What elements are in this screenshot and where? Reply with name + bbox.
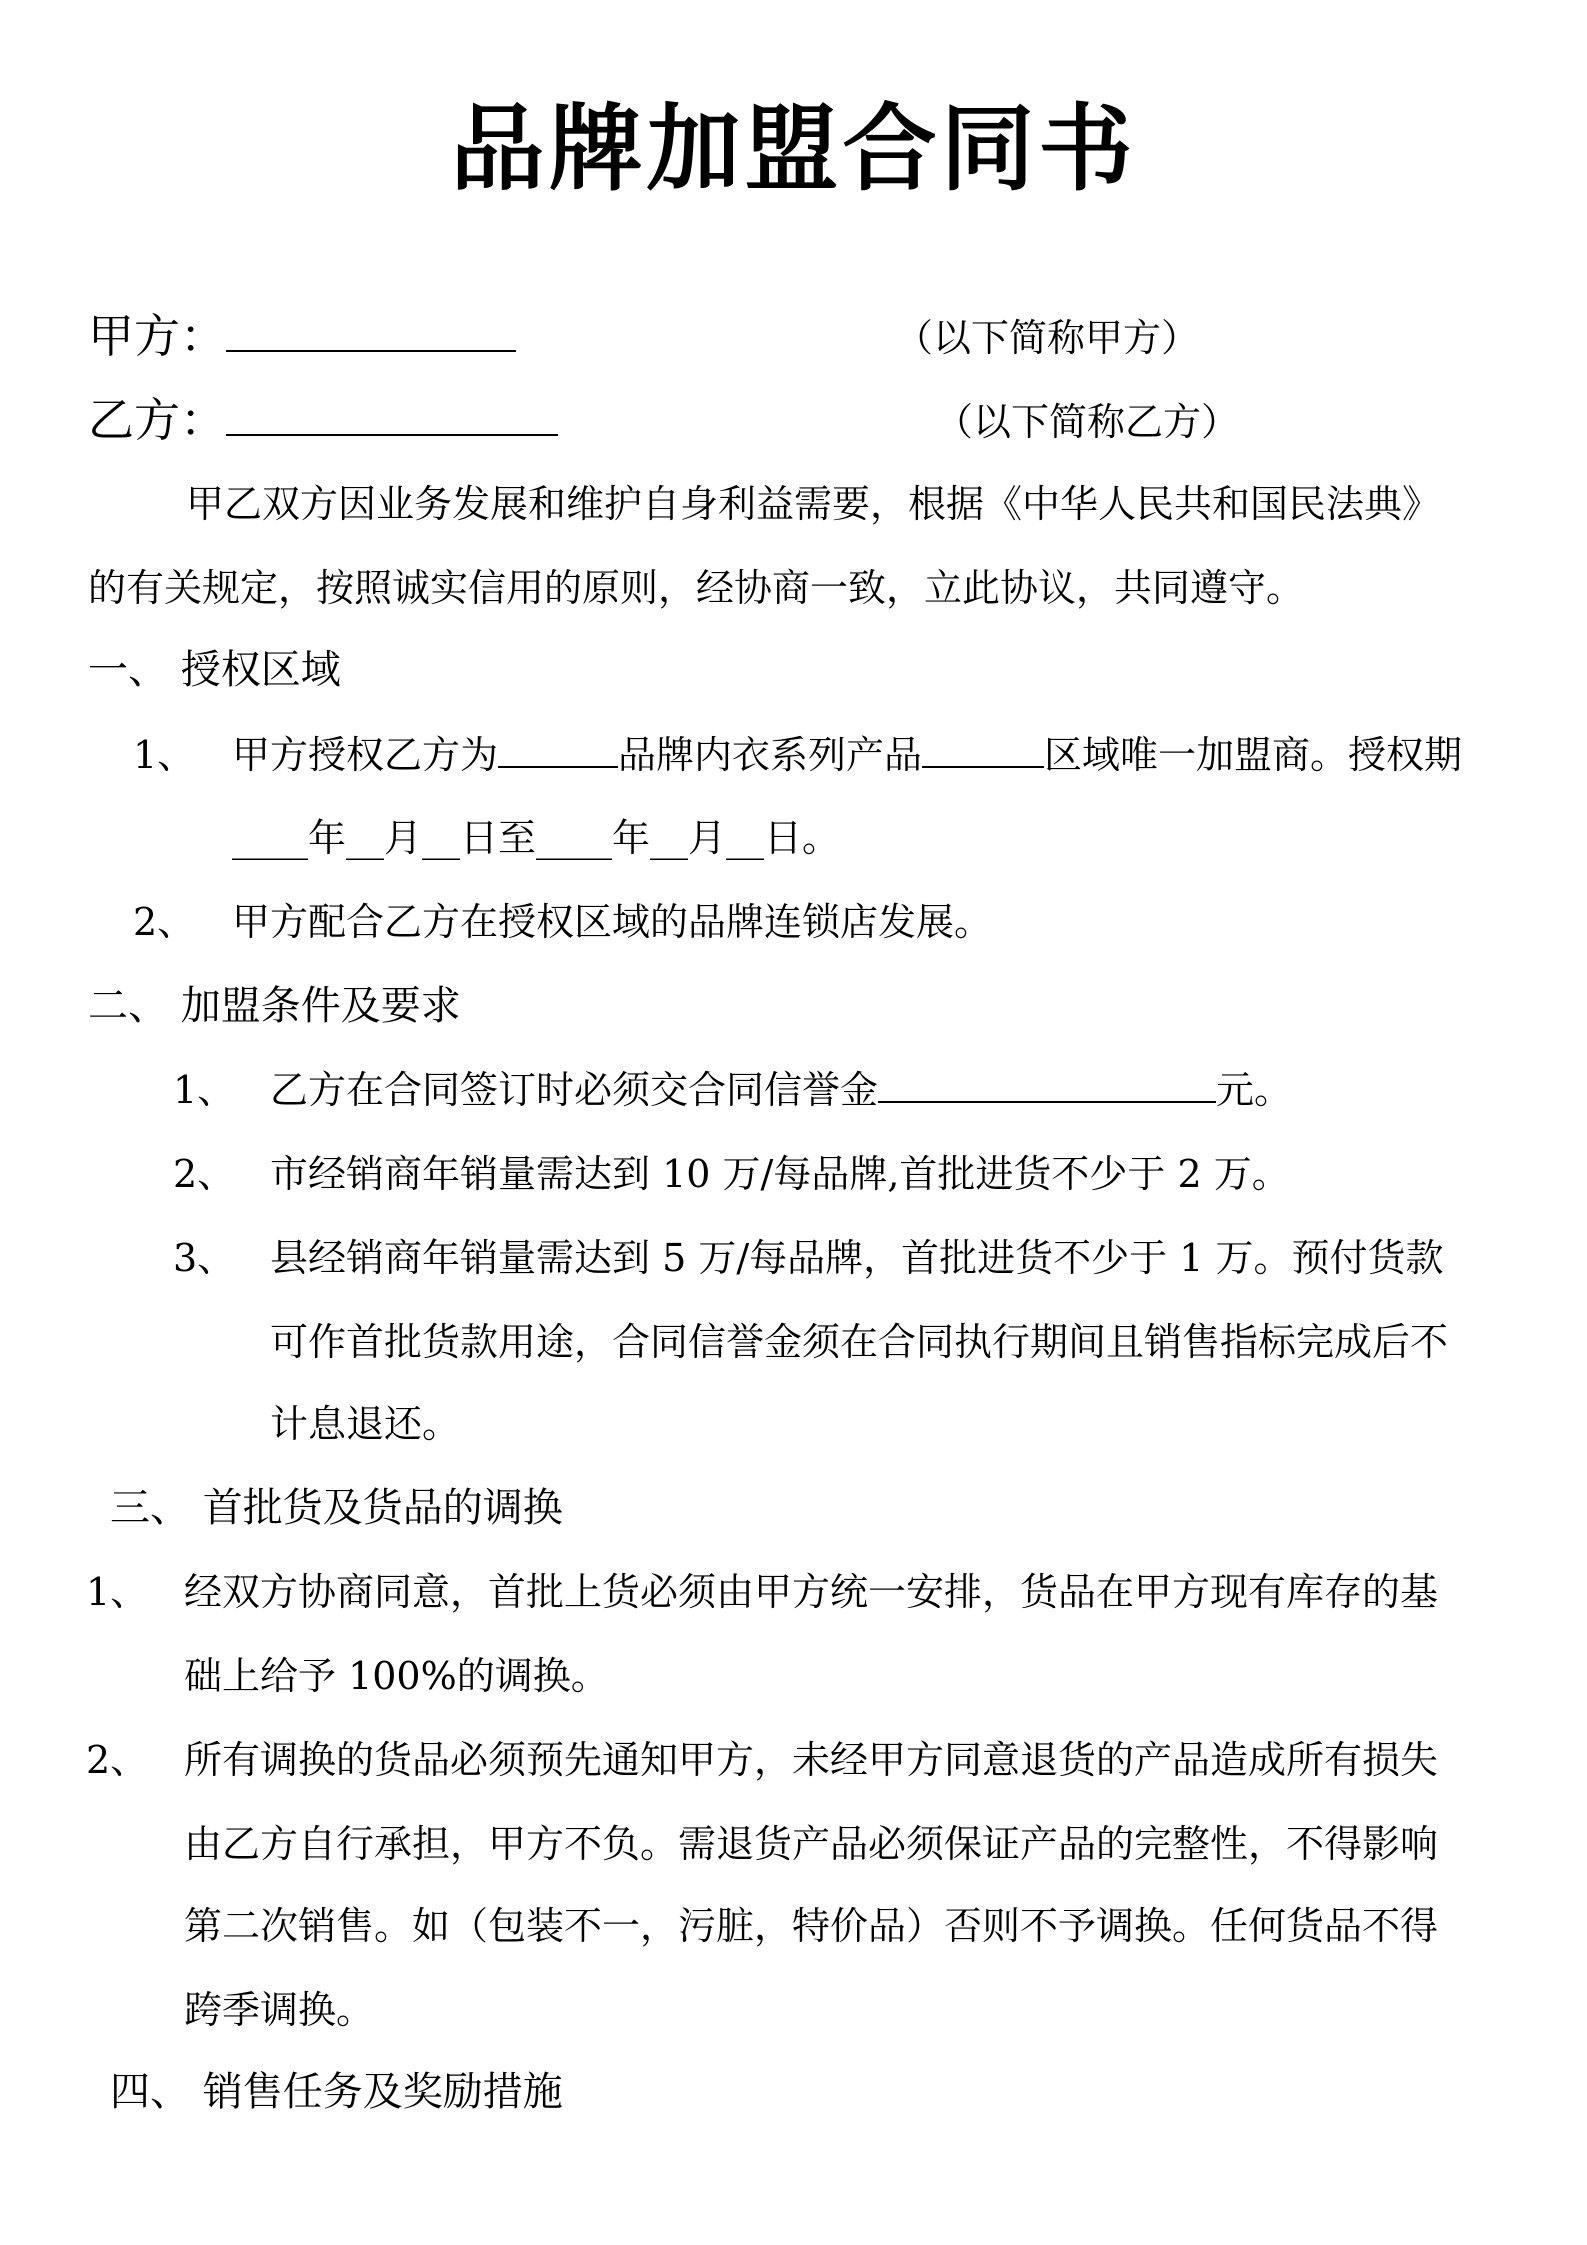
s1-item-1-line-1 xyxy=(232,733,1462,777)
s1-brand-blank xyxy=(498,736,618,768)
s2-item-3-number: 3、 xyxy=(173,1236,236,1280)
s2-item-3-line-3: 计息退还。 xyxy=(270,1402,461,1446)
party-b-blank xyxy=(226,404,558,436)
section-4-heading: 四、 销售任务及奖励措施 xyxy=(110,2069,563,2115)
s2-item-1-number: 1、 xyxy=(173,1068,236,1112)
s2-item-3-line-1: 县经销商年销量需达到 5 万/每品牌，首批进货不少于 1 万。预付货款 xyxy=(270,1236,1444,1280)
s1-item-1-part-2: 品牌内衣系列产品 xyxy=(618,733,923,777)
party-a-note: （以下简称甲方） xyxy=(895,316,1200,360)
s2-item-1-text: 乙方在合同签订时必须交合同信誉金 xyxy=(270,1068,879,1112)
s3-item-2-line-1: 所有调换的货品必须预先通知甲方，未经甲方同意退货的产品造成所有损失 xyxy=(184,1738,1439,1782)
section-3-heading: 三、 首批货及货品的调换 xyxy=(110,1485,563,1531)
s1-item-2-text: 甲方配合乙方在授权区域的品牌连锁店发展。 xyxy=(232,900,993,944)
party-a-row xyxy=(88,310,516,362)
preamble-line-1: 甲乙双方因业务发展和维护自身利益需要，根据《中华人民共和国民法典》 xyxy=(186,482,1441,526)
s3-item-2-line-4: 跨季调换。 xyxy=(184,1988,375,2032)
section-1-heading: 一、 授权区域 xyxy=(88,647,341,693)
s2-item-2-number: 2、 xyxy=(173,1152,236,1196)
s3-item-2-line-2: 由乙方自行承担，甲方不负。需退货产品必须保证产品的完整性，不得影响 xyxy=(184,1822,1439,1866)
s2-item-2-text: 市经销商年销量需达到 10 万/每品牌,首批进货不少于 2 万。 xyxy=(270,1152,1290,1196)
s3-item-1-number: 1、 xyxy=(86,1570,149,1614)
s1-item-1-part-1: 甲方授权乙方为 xyxy=(232,733,499,777)
s3-item-1-line-1: 经双方协商同意，首批上货必须由甲方统一安排，货品在甲方现有库存的基 xyxy=(184,1570,1439,1614)
section-2-heading: 二、 加盟条件及要求 xyxy=(88,983,461,1029)
s2-item-3-line-2: 可作首批货款用途，合同信誉金须在合同执行期间且销售指标完成后不 xyxy=(270,1320,1449,1364)
s3-item-2-line-3: 第二次销售。如（包装不一，污脏，特价品）否则不予调换。任何货品不得 xyxy=(184,1904,1439,1948)
s2-item-1-end: 元。 xyxy=(1216,1068,1293,1112)
s1-region-blank xyxy=(922,736,1044,768)
s2-deposit-blank xyxy=(878,1071,1216,1103)
s1-item-1-part-3: 区域唯一加盟商。授权期 xyxy=(1044,733,1463,777)
s3-item-2-number: 2、 xyxy=(86,1738,149,1782)
party-a-label: 甲方： xyxy=(88,309,226,363)
party-b-note: （以下简称乙方） xyxy=(935,400,1240,444)
party-b-label: 乙方： xyxy=(88,393,226,447)
s1-item-1-number: 1、 xyxy=(133,733,196,777)
page-title: 品牌加盟合同书 xyxy=(450,95,1137,204)
party-b-row xyxy=(88,394,558,446)
party-a-blank xyxy=(226,320,516,352)
s3-item-1-line-2: 础上给予 100%的调换。 xyxy=(184,1654,609,1698)
s1-item-2-number: 2、 xyxy=(133,900,196,944)
s2-item-1-line xyxy=(270,1068,1292,1112)
s1-item-1-line-2: ____年__月__日至____年__月__日。 xyxy=(232,816,841,860)
preamble-line-2: 的有关规定，按照诚实信用的原则，经协商一致，立此协议，共同遵守。 xyxy=(88,566,1305,610)
